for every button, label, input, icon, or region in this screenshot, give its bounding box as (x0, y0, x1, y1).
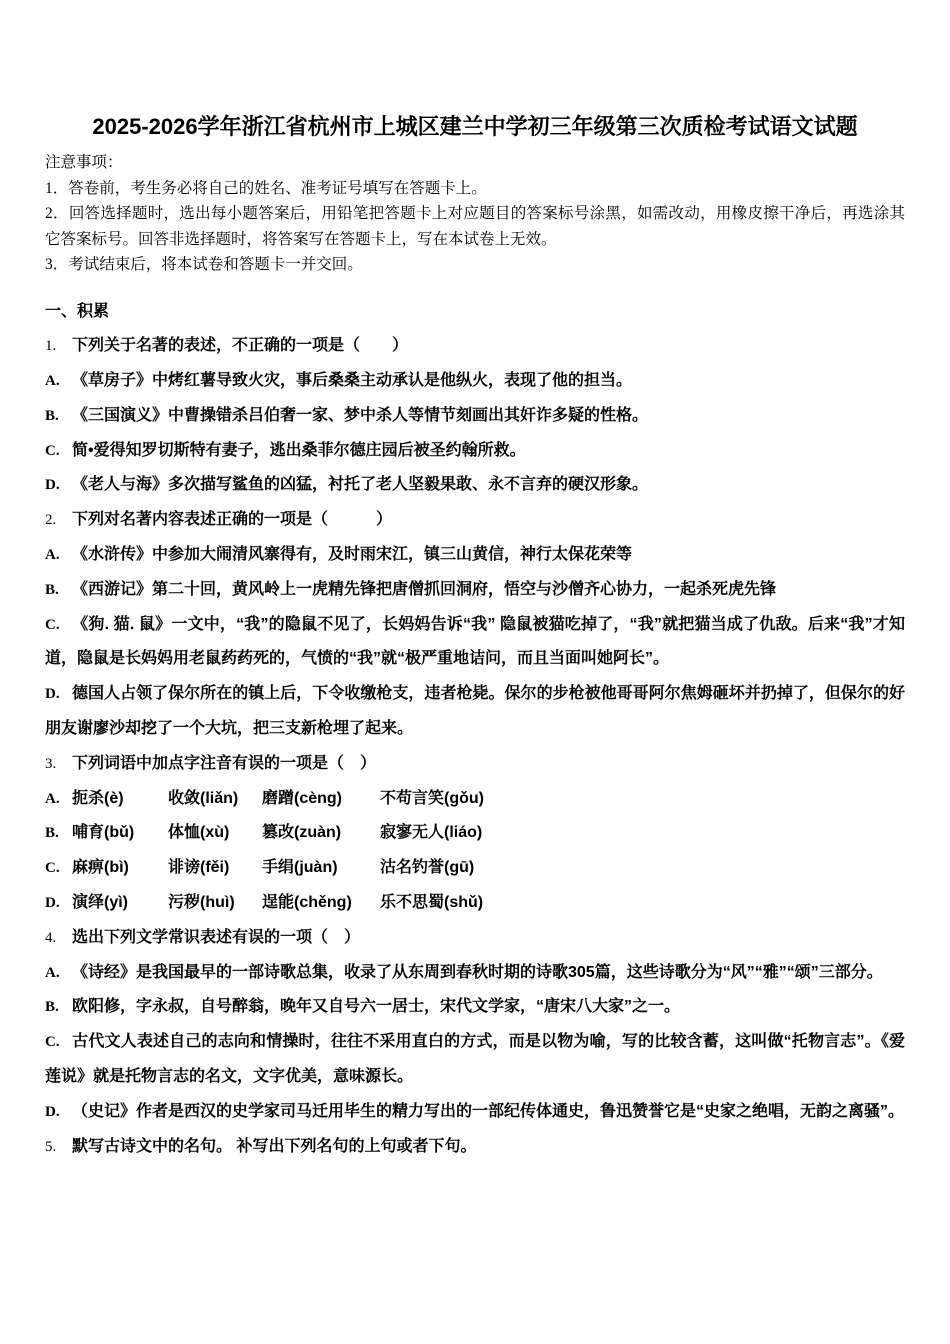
question-number: 1. (45, 338, 57, 355)
option-label: B. (45, 407, 59, 424)
pinyin-word: 手绢(juàn) (262, 859, 338, 877)
question-number: 5. (45, 1138, 57, 1155)
pinyin-word: 演绎(yì) (72, 894, 129, 912)
option-text: 《西游记》第二十回，黄风岭上一虎精先锋把唐僧抓回洞府，悟空与沙僧齐心协力，一起杀死虎先锋 (72, 580, 777, 598)
question (45, 747, 905, 921)
question-stem (45, 329, 905, 364)
pinyin-word: 沽名钓誉(gū) (380, 859, 475, 877)
pinyin-option-row (45, 816, 905, 851)
option-label: A. (45, 547, 60, 564)
question-stem (45, 921, 905, 956)
option-row (45, 434, 905, 469)
option-row (45, 1025, 905, 1095)
option-row (45, 956, 905, 991)
notice-item: 3．考试结束后，将本试卷和答题卡一并交回。 (45, 256, 363, 273)
option-label: B. (45, 825, 59, 842)
question (45, 921, 905, 1130)
notice-heading: 注意事项： (45, 154, 123, 171)
pinyin-word: 收敛(liǎn) (168, 789, 239, 807)
option-label: C. (45, 1034, 60, 1051)
pinyin-word: 乐不思蜀(shǔ) (380, 894, 484, 912)
option-row (45, 573, 905, 608)
question-stem-text: 默写古诗文中的名句。 补写出下列名句的上句或者下句。 (72, 1137, 477, 1155)
pinyin-word: 污秽(huì) (168, 894, 235, 912)
question-stem-text: 选出下列文学常识表述有误的一项（ ） (72, 928, 361, 946)
option-text: 《诗经》是我国最早的一部诗歌总集，收录了从东周到春秋时期的诗歌305篇，这些诗歌分为“风”“雅”“颂”三部分。 (72, 963, 883, 981)
option-text: 欧阳修，字永叔，自号醉翁，晚年又自号六一居士，宋代文学家，“唐宋八大家”之一。 (72, 998, 681, 1016)
pinyin-word: 寂寥无人(liáo) (380, 824, 483, 842)
pinyin-option-row (45, 851, 905, 886)
option-label: A. (45, 790, 60, 807)
question (45, 1130, 905, 1165)
question-stem-text: 下列词语中加点字注音有误的一项是（ ） (72, 754, 377, 772)
question-number: 2. (45, 512, 57, 529)
option-row (45, 1095, 905, 1130)
option-text: 简•爱得知罗切斯特有妻子，逃出桑菲尔德庄园后被圣约翰所救。 (72, 441, 526, 459)
option-row (45, 468, 905, 503)
pinyin-word: 哺育(bǔ) (72, 824, 135, 842)
pinyin-word: 篡改(zuàn) (262, 824, 342, 842)
notice-item: 1．答卷前，考生务必将自己的姓名、准考证号填写在答题卡上。 (45, 179, 487, 197)
option-label: D. (45, 1103, 60, 1120)
option-label: D. (45, 895, 60, 912)
pinyin-word: 不苟言笑(gǒu) (380, 789, 484, 807)
option-label: C. (45, 616, 60, 633)
option-label: C. (45, 442, 60, 459)
pinyin-word: 逞能(chěng) (262, 894, 352, 912)
option-row (45, 538, 905, 573)
option-label: B. (45, 999, 59, 1016)
section-accumulation (45, 295, 905, 1165)
pinyin-option-row (45, 782, 905, 817)
option-text: 《三国演义》中曹操错杀吕伯奢一家、梦中杀人等情节刻画出其奸诈多疑的性格。 (72, 406, 649, 424)
section-heading: 一、积累 (45, 302, 110, 320)
question-number: 4. (45, 929, 57, 946)
option-label: A. (45, 373, 60, 390)
option-label: B. (45, 581, 59, 598)
option-label: C. (45, 860, 60, 877)
pinyin-option-row (45, 886, 905, 921)
question-stem-text: 下列关于名著的表述，不正确的一项是（ ） (72, 337, 409, 355)
question-stem-text: 下列对名著内容表述正确的一项是（ ） (72, 511, 393, 529)
option-text: 《狗. 猫. 鼠》一文中，“我”的隐鼠不见了，长妈妈告诉“我” 隐鼠被猫吃掉了，“我”就把猫当成了仇敌。后来“我”才知道，隐鼠是长妈妈用老鼠药药死的，气愤的“我”就“极严重地诘问，而且当面叫她阿长”。 (45, 615, 905, 668)
option-text: 《水浒传》中参加大闹清风寨得有，及时雨宋江，镇三山黄信，神行太保花荣等 (72, 546, 633, 564)
option-label: A. (45, 964, 60, 981)
option-text: 古代文人表述自己的志向和情操时，往往不采用直白的方式，而是以物为喻，写的比较含蓄，这叫做“托物言志”。《爱莲说》就是托物言志的名文，文字优美，意味源长。 (45, 1033, 905, 1086)
notice-item: 2．回答选择题时，选出每小题答案后，用铅笔把答题卡上对应题目的答案标号涂黑，如需改动，用橡皮擦干净后，再选涂其它答案标号。回答非选择题时，将答案写在答题卡上，写在本试卷上无效。 (45, 205, 905, 248)
option-text: 《草房子》中烤红薯导致火灾，事后桑桑主动承认是他纵火，表现了他的担当。 (72, 372, 633, 390)
option-row (45, 677, 905, 747)
option-label: D. (45, 686, 60, 703)
question-number: 3. (45, 755, 57, 772)
option-text: 《老人与海》多次描写鲨鱼的凶猛，衬托了老人坚毅果敢、永不言弃的硬汉形象。 (72, 476, 649, 494)
page-title: 2025-2026学年浙江省杭州市上城区建兰中学初三年级第三次质检考试语文试题 (92, 114, 858, 139)
question-stem (45, 747, 905, 782)
question (45, 329, 905, 503)
pinyin-word: 磨蹭(cèng) (262, 789, 343, 807)
question (45, 503, 905, 747)
option-text: （史记》作者是西汉的史学家司马迁用毕生的精力写出的一部纪传体通史，鲁迅赞誉它是“史家之绝唱，无韵之离骚”。 (72, 1102, 905, 1120)
option-row (45, 399, 905, 434)
pinyin-word: 诽谤(fěi) (168, 859, 230, 877)
option-label: D. (45, 477, 60, 494)
pinyin-word: 麻痹(bì) (72, 859, 129, 877)
option-text: 德国人占领了保尔所在的镇上后，下令收缴枪支，违者枪毙。保尔的步枪被他哥哥阿尔焦姆砸坏并扔掉了，但保尔的好朋友谢廖沙却挖了一个大坑，把三支新枪埋了起来。 (45, 685, 905, 738)
pinyin-word: 体恤(xù) (168, 824, 230, 842)
notice-block (45, 150, 905, 278)
question-stem (45, 503, 905, 538)
pinyin-word: 扼杀(è) (72, 789, 124, 807)
question-stem (45, 1130, 905, 1165)
option-row (45, 364, 905, 399)
option-row (45, 990, 905, 1025)
option-row (45, 608, 905, 678)
